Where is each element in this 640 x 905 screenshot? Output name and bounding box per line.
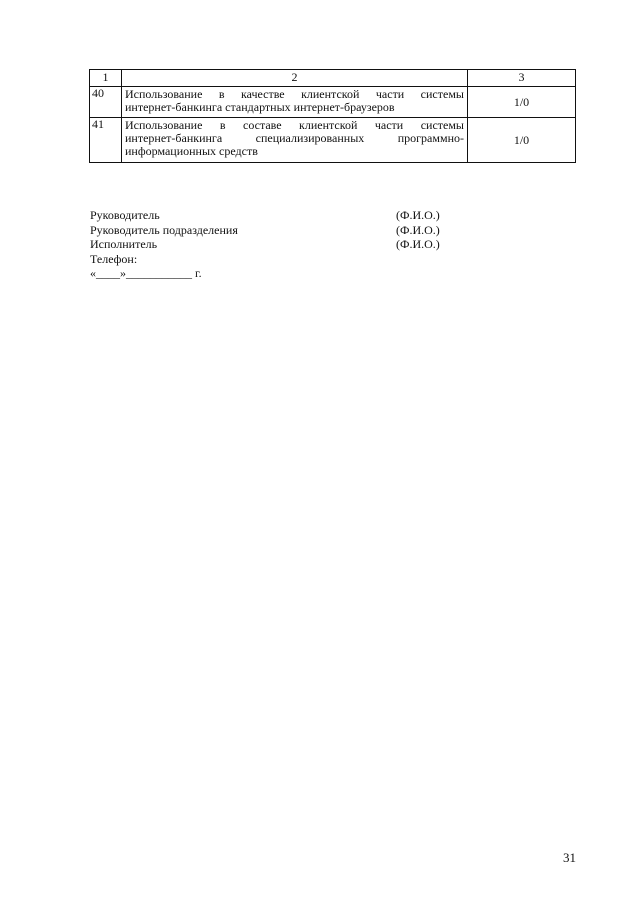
executor-fio: (Ф.И.О.): [396, 237, 440, 251]
phone-label: Телефон:: [90, 251, 138, 266]
column-header-1: 1: [90, 70, 122, 87]
row-value: 1/0: [468, 118, 576, 163]
page-number: 31: [563, 850, 576, 865]
description-line: Использование в качестве клиентской части системы: [125, 87, 464, 101]
row-number: 41: [90, 118, 122, 163]
description-line: интернет-банкинга специализированных программно-: [125, 131, 464, 145]
executor-label: Исполнитель: [90, 237, 158, 251]
date-row: [90, 266, 450, 281]
signature-row-executor: [90, 237, 450, 252]
table-row: [90, 87, 576, 118]
signature-row-head: [90, 208, 450, 223]
row-description: [122, 87, 468, 118]
description-line: Использование в составе клиентской части системы: [125, 118, 464, 132]
column-header-3: 3: [468, 70, 576, 87]
criteria-table: [89, 69, 576, 163]
description-line: информационных средств: [125, 144, 258, 158]
dept-head-label: Руководитель подразделения: [90, 222, 238, 237]
row-number: 40: [90, 87, 122, 118]
dept-head-fio: (Ф.И.О.): [396, 222, 440, 237]
head-label: Руководитель: [90, 208, 160, 222]
date-line: «____»___________ г.: [90, 266, 202, 280]
head-fio: (Ф.И.О.): [396, 208, 440, 222]
table-header-row: [90, 70, 576, 87]
signature-row-dept-head: [90, 223, 450, 238]
phone-row: [90, 252, 450, 267]
column-header-2: 2: [122, 70, 468, 87]
description-line: интернет-банкинга стандартных интернет-браузеров: [125, 100, 395, 114]
row-description: [122, 118, 468, 163]
row-value: 1/0: [468, 87, 576, 118]
signature-block: [90, 208, 450, 281]
table-row: [90, 118, 576, 163]
